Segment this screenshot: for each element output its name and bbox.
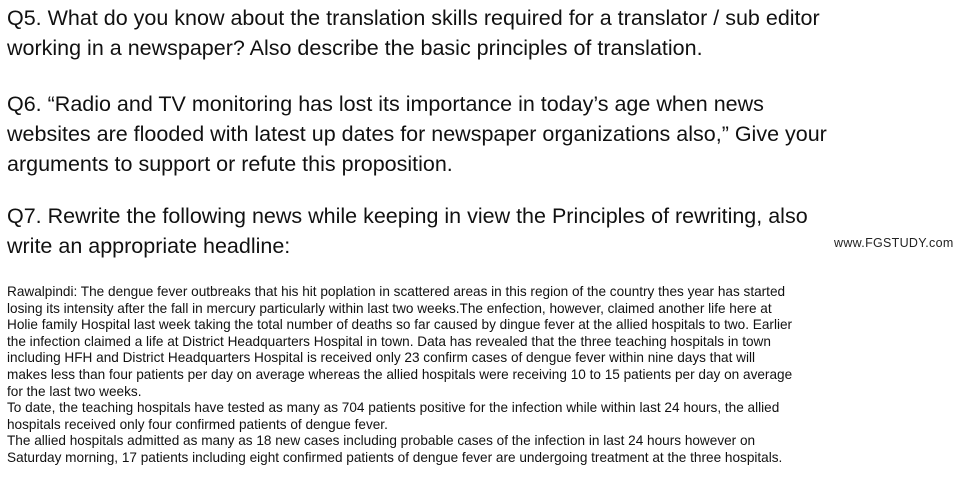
news-line: To date, the teaching hospitals have tested as many as 704 patients positive for the infection while within last 24 hours, the allied — [7, 400, 780, 416]
watermark: www.FGSTUDY.com — [834, 236, 954, 250]
news-line: Rawalpindi: The dengue fever outbreaks that his hit poplation in scattered areas in this region of the country thes year has started — [7, 284, 786, 299]
news-line: hospitals received only four confirmed patients of dengue fever. — [7, 416, 388, 432]
news-line: the infection claimed a life at District Headquarters Hospital in town. Data has revealed that the three teaching hospitals in town — [7, 333, 771, 349]
question-line: Q6. “Radio and TV monitoring has lost its importance in today’s age when news — [7, 92, 764, 116]
news-line: losing its intensity after the fall in mercury particularly within last two weeks.The enfection, however, claimed another life here at — [7, 300, 772, 316]
news-line: The allied hospitals admitted as many as 18 new cases including probable cases of the infection in last 24 hours however on — [7, 433, 756, 449]
news-line: Holie family Hospital last week taking the total number of deaths so far caused by dingue fever at the allied hospitals to two. Earlier — [7, 317, 793, 333]
news-passage — [7, 284, 973, 467]
question-line: working in a newspaper? Also describe the basic principles of translation. — [7, 36, 703, 60]
question-line: arguments to support or refute this proposition. — [7, 152, 453, 176]
question-7 — [7, 201, 969, 261]
news-line: Saturday morning, 17 patients including eight confirmed patients of dengue fever are undergoing treatment at the three hospitals. — [7, 449, 783, 465]
question-6 — [7, 89, 969, 179]
news-line: makes less than four patients per day on average whereas the allied hospitals were receiving 10 to 15 patients per day on average — [7, 366, 793, 382]
news-line: for the last two weeks. — [7, 383, 142, 399]
news-line: including HFH and District Headquarters Hospital is received only 23 confirm cases of dengue fever within nine days that will — [7, 350, 756, 366]
question-5 — [7, 3, 969, 63]
question-line: Q5. What do you know about the translation skills required for a translator / sub editor — [7, 6, 820, 30]
question-line: Q7. Rewrite the following news while keeping in view the Principles of rewriting, also — [7, 204, 808, 228]
question-line: write an appropriate headline: — [7, 234, 291, 258]
question-line: websites are flooded with latest up dates for newspaper organizations also,” Give your — [7, 122, 827, 146]
